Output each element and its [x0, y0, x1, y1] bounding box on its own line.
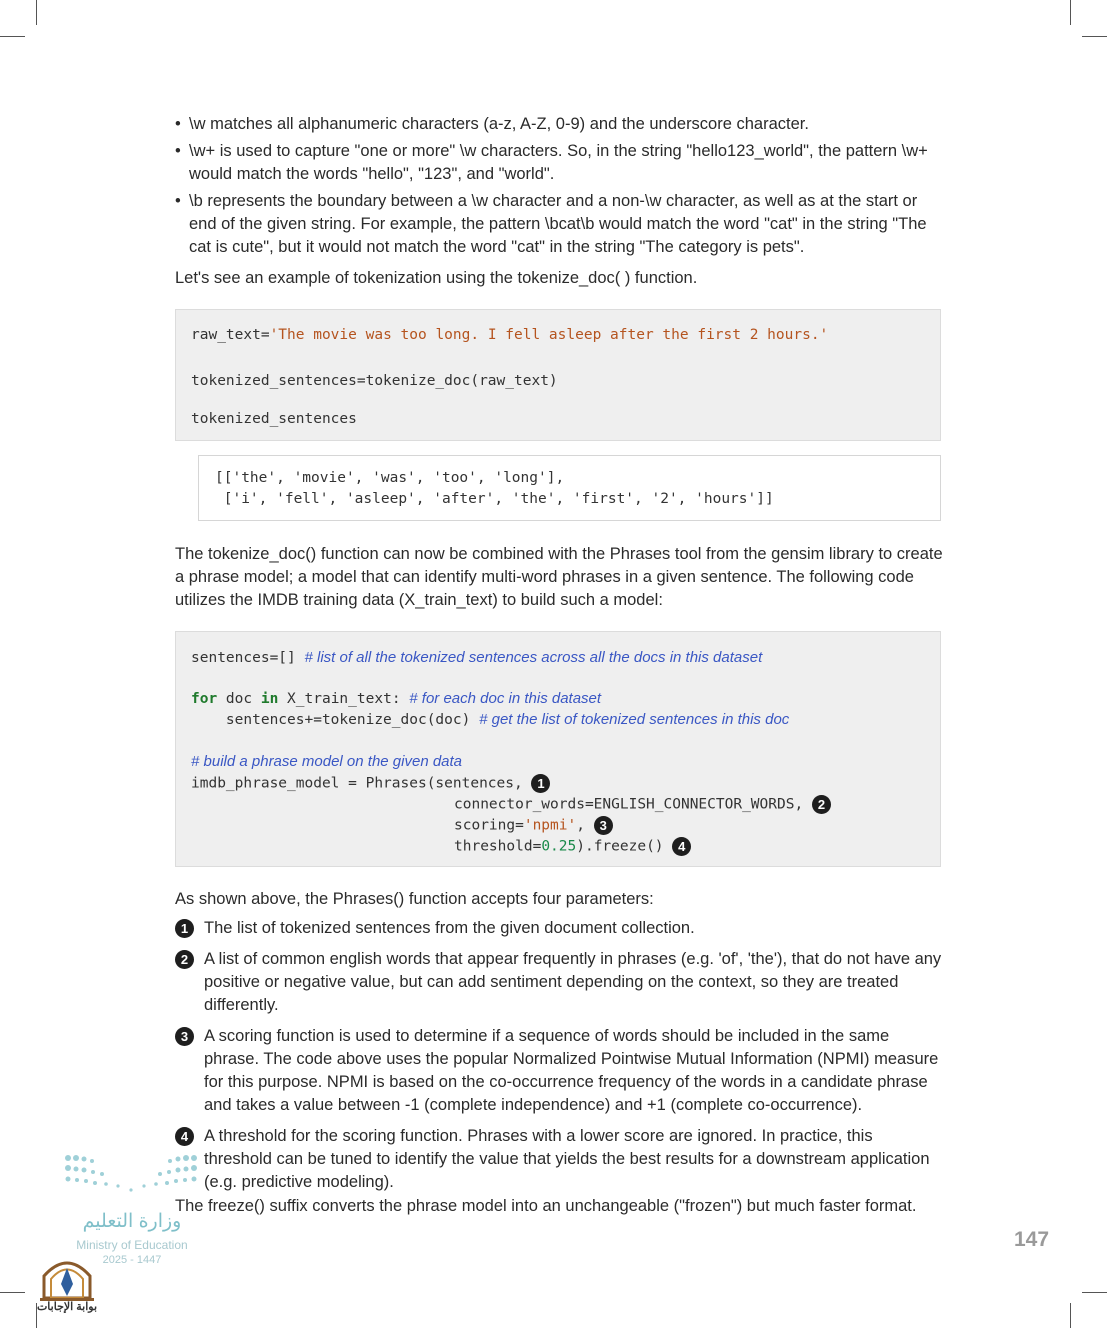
code-line: tokenized_sentences=tokenize_doc(raw_text): [191, 373, 558, 389]
parameter-text: A scoring function is used to determine if a sequence of words should be included in the same phrase. The code above uses the popular Normalized Pointwise Mutual Information (NPMI) measure for this purpose. NPMI is based on the co-occurrence frequency of the words in a candidate phrase and takes a value between -1 (complete independence) and +1 (complete co-occurrence).: [204, 1027, 939, 1114]
code-line: [454, 816, 613, 835]
code-output: [198, 455, 941, 521]
intro-paragraph: Let's see an example of tokenization using the tokenize_doc( ) function.: [175, 269, 698, 287]
code-line: [191, 649, 762, 666]
crop-mark: [0, 1292, 25, 1293]
parameter-item: [175, 1025, 943, 1117]
code-line: [454, 837, 691, 856]
parameter-list: [175, 917, 943, 1202]
page-number: 147: [1014, 1228, 1050, 1251]
number-badge: 1: [175, 919, 194, 938]
output-line: ['i', 'fell', 'asleep', 'after', 'the', 'first', '2', 'hours']]: [215, 491, 774, 507]
bullet-item: • \b represents the boundary between a \w character and a non-\w character, as well as at the start or end of the given string. For example, the pattern \bcat\b would match the word "cat" in the string "The cat is cute", but it would not match the word "cat" in the string "The category is pets".: [175, 190, 943, 259]
code-text: threshold=: [454, 838, 542, 855]
ministry-dots-icon: [62, 1150, 202, 1200]
code-text: ).freeze(): [576, 838, 664, 855]
logo-label: بوابة الإجابات: [36, 1301, 98, 1313]
callout-badge-4: 4: [672, 837, 691, 856]
code-comment: # build a phrase model on the given data: [191, 753, 463, 770]
code-text: ,: [576, 817, 585, 834]
middle-paragraph: The tokenize_doc() function can now be combined with the Phrases tool from the gensim library to create a phrase model; a model that can identify multi-word phrases in a given sentence. The following code utilizes the IMDB training data (X_train_text) to build such a model:: [175, 545, 943, 609]
code-line: [191, 711, 789, 728]
code-comment: # get the list of tokenized sentences in this doc: [479, 711, 790, 728]
code-text: doc: [217, 691, 261, 707]
code-block-phrases: [175, 631, 941, 867]
code-number: 0.25: [541, 838, 577, 855]
number-badge: 4: [175, 1127, 194, 1146]
bullet-item: • \w matches all alphanumeric characters (a-z, A-Z, 0-9) and the underscore character.: [175, 113, 943, 136]
code-comment: # for each doc in this dataset: [409, 690, 602, 707]
bullet-item: • \w+ is used to capture "one or more" \w characters. So, in the string "hello123_world", the pattern \w+ would match the words "hello", "123", and "world".: [175, 140, 943, 186]
parameter-item: [175, 948, 943, 1017]
number-badge: 3: [175, 1027, 194, 1046]
parameter-text: A threshold for the scoring function. Phrases with a lower score are ignored. In practice, this threshold can be tuned to identify the value that yields the best results for a downstream application (e.g. predictive modeling).: [204, 1127, 930, 1191]
crop-mark: [1082, 36, 1107, 37]
crop-mark: [1082, 1292, 1107, 1293]
code-text: scoring=: [454, 817, 524, 834]
code-text: connector_words=ENGLISH_CONNECTOR_WORDS,: [454, 796, 804, 813]
crop-mark: [1070, 1303, 1071, 1328]
code-string: 'The movie was too long. I fell asleep after the first 2 hours.': [269, 327, 829, 343]
parameter-item: [175, 917, 943, 940]
code-line: [191, 774, 550, 793]
code-keyword: in: [260, 691, 279, 707]
parameter-text: The list of tokenized sentences from the given document collection.: [204, 919, 695, 937]
crop-mark: [36, 0, 37, 25]
ministry-english-name: Ministry of Education: [76, 1238, 188, 1252]
code-text: imdb_phrase_model = Phrases(sentences,: [191, 775, 523, 792]
regex-bullet-list: [175, 113, 943, 263]
output-line: [['the', 'movie', 'was', 'too', 'long'],: [215, 470, 565, 486]
params-intro: As shown above, the Phrases() function accepts four parameters:: [175, 890, 654, 908]
code-string: 'npmi': [523, 817, 577, 834]
code-text: sentences=[]: [191, 650, 296, 666]
parameter-item: [175, 1125, 943, 1194]
code-var: raw_text=: [191, 327, 270, 343]
code-comment: # list of all the tokenized sentences across all the docs in this dataset: [304, 649, 763, 666]
code-line: [191, 327, 828, 343]
crop-mark: [1070, 0, 1071, 25]
code-line: [191, 753, 462, 770]
ministry-arabic-name: وزارة التعليم: [82, 1211, 182, 1232]
closing-paragraph: The freeze() suffix converts the phrase model into an unchangeable ("frozen") but much faster format.: [175, 1197, 917, 1215]
code-line: [191, 690, 601, 707]
code-keyword: for: [191, 691, 218, 707]
parameter-text: A list of common english words that appear frequently in phrases (e.g. 'of', 'the'), that do not have any positive or negative value, but can add sentiment depending on the context, so they are treated differently.: [204, 950, 942, 1014]
code-text: X_train_text:: [278, 691, 401, 707]
code-line: [454, 795, 831, 814]
code-text: sentences+=tokenize_doc(doc): [191, 712, 471, 728]
callout-badge-1: 1: [531, 774, 550, 793]
number-badge: 2: [175, 950, 194, 969]
code-line: tokenized_sentences: [191, 411, 357, 427]
ministry-years: 2025 - 1447: [102, 1254, 162, 1266]
code-block-tokenize: [175, 309, 941, 441]
crop-mark: [0, 36, 25, 37]
callout-badge-2: 2: [812, 795, 831, 814]
callout-badge-3: 3: [594, 816, 613, 835]
